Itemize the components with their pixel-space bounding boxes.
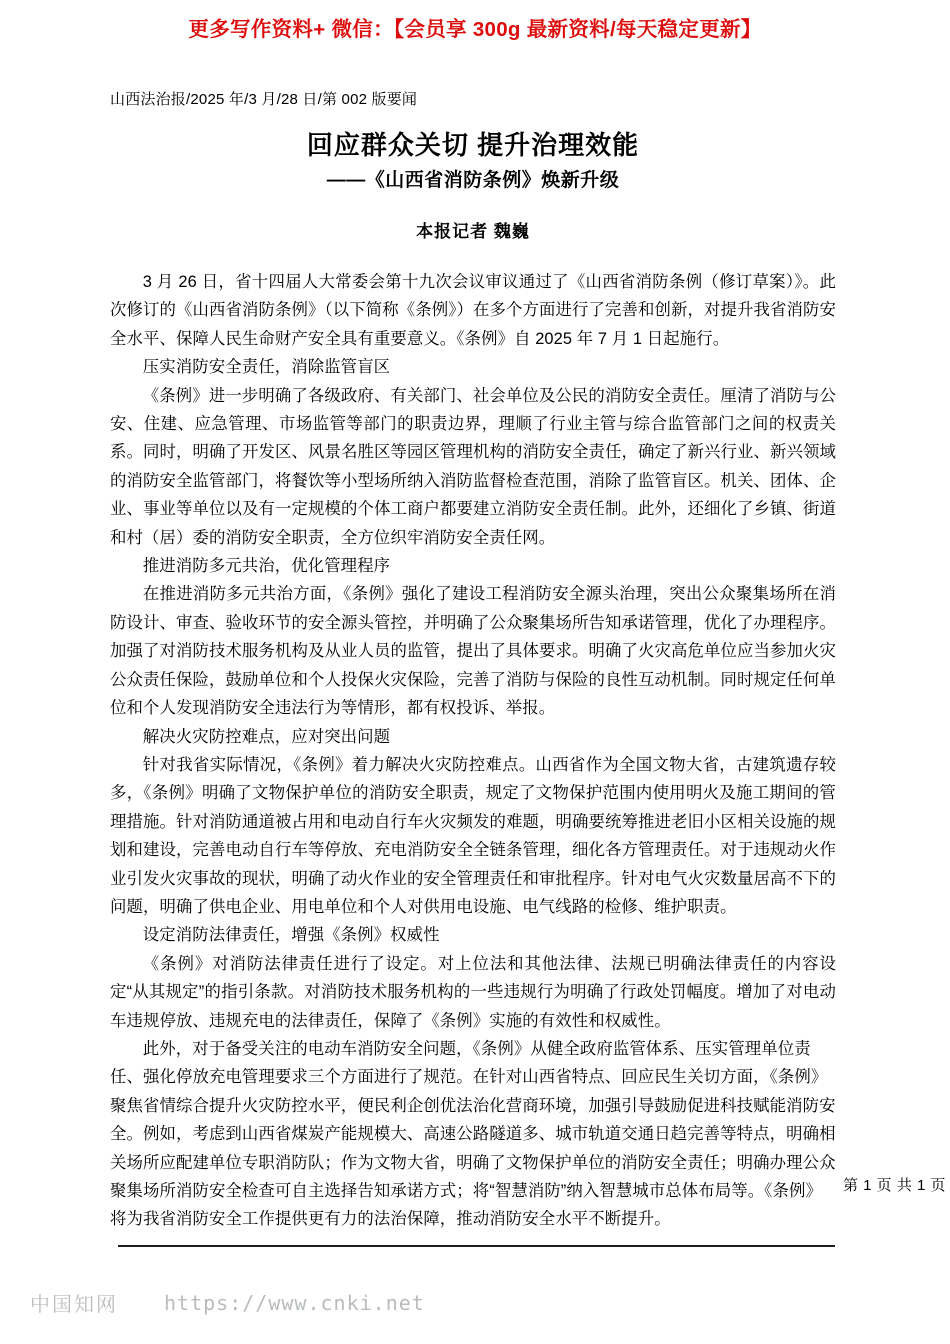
article-paragraph: 《条例》进一步明确了各级政府、有关部门、社会单位及公民的消防安全责任。厘清了消防与公安、住建、应急管理、市场监管等部门的职责边界，理顺了行业主管与综合监管部门之间的权责关系。同时，明确了开发区、风景名胜区等园区管理机构的消防安全责任，确定了新兴行业、新兴领域的消防安全监管部门，将餐饮等小型场所纳入消防监督检查范围，消除了监管盲区。机关、团体、企业、事业等单位以及有一定规模的个体工商户都要建立消防安全责任制。此外，还细化了乡镇、街道和村（居）委的消防安全职责，全方位织牢消防安全责任网。 — [110, 386, 836, 547]
article-paragraph: 此外，对于备受关注的电动车消防安全问题，《条例》从健全政府监管体系、压实管理单位责任、强化停放充电管理要求三个方面进行了规范。在针对山西省特点、回应民生关切方面，《条例》聚焦省情综合提升火灾防控水平，便民利企创优法治化营商环境，加强引导鼓励促进科技赋能消防安全。例如，考虑到山西省煤炭产能规模大、高速公路隧道多、城市轨道交通日趋完善等特点，明确相关场所应配建单位专职消防队；作为文物大省，明确了文物保护单位的消防安全责任；明确办理公众聚集场所消防安全检查可自主选择告知承诺方式；将“智慧消防”纳入智慧城市总体布局等。《条例》将为我省消防安全工作提供更有力的法治保障，推动消防安全水平不断提升。 — [110, 1039, 836, 1229]
article-paragraph: 《条例》对消防法律责任进行了设定。对上位法和其他法律、法规已明确法律责任的内容设定“从其规定”的指引条款。对消防技术服务机构的一些违规行为明确了行政处罚幅度。增加了对电动车违规停放、违规充电的法律责任，保障了《条例》实施的有效性和权威性。 — [110, 954, 836, 1030]
article-subheadline: ——《山西省消防条例》焕新升级 — [326, 170, 620, 191]
article-paragraph: 针对我省实际情况，《条例》着力解决火灾防控难点。山西省作为全国文物大省，古建筑遗存较多，《条例》明确了文物保护单位的消防安全职责，规定了文物保护范围内使用明火及施工期间的管理措施。针对消防通道被占用和电动自行车火灾频发的难题，明确要统筹推进老旧小区相关设施的规划和建设，完善电动自行车等停放、充电消防安全全链条管理，细化各方管理责任。对于违规动火作业引发火灾事故的现状，明确了动火作业的安全管理责任和审批程序。针对电气火灾数量居高不下的问题，明确了供电企业、用电单位和个人对供用电设施、电气线路的检修、维护职责。 — [110, 755, 836, 916]
promo-banner: 更多写作资料+ 微信：【会员享 300g 最新资料/每天稳定更新】 — [188, 18, 762, 41]
source-citation-line: 山西法治报/2025 年/3 月/28 日/第 002 版要闻 — [110, 91, 418, 108]
cnki-watermark — [30, 1288, 425, 1317]
article-body — [110, 268, 836, 1234]
article-paragraph: 3 月 26 日，省十四届人大常委会第十九次会议审议通过了《山西省消防条例（修订草案）》。此次修订的《山西省消防条例》（以下简称《条例》）在多个方面进行了完善和创新，对提升我省消防安全水平、保障人民生命财产安全具有重要意义。《条例》自 2025 年 7 月 1 日起施行。 — [110, 273, 836, 348]
footer-divider — [118, 1245, 835, 1247]
article-byline: 本报记者 魏巍 — [416, 222, 530, 241]
article-subheading: 解决火灾防控难点，应对突出问题 — [142, 727, 391, 746]
article-subheading: 压实消防安全责任，消除监管盲区 — [142, 358, 391, 377]
article-subheading: 设定消防法律责任，增强《条例》权威性 — [142, 926, 440, 945]
article-subheading: 推进消防多元共治，优化管理程序 — [142, 557, 391, 576]
article-headline: 回应群众关切 提升治理效能 — [306, 130, 640, 160]
document-page — [110, 88, 946, 1234]
article-paragraph: 在推进消防多元共治方面，《条例》强化了建设工程消防安全源头治理，突出公众聚集场所在消防设计、审查、验收环节的安全源头管控，并明确了公众聚集场所告知承诺管理，优化了办理程序。加强了对消防技术服务机构及从业人员的监管，提出了具体要求。明确了火灾高危单位应当参加火灾公众责任保险，鼓励单位和个人投保火灾保险，完善了消防与保险的良性互动机制。同时规定任何单位和个人发现消防安全违法行为等情形，都有权投诉、举报。 — [110, 585, 836, 718]
page-number-footer: 第 1 页 共 1 页 — [842, 1177, 946, 1194]
cnki-watermark-url: https://www.cnki.net — [164, 1290, 425, 1315]
cnki-watermark-name: 中国知网 — [30, 1292, 118, 1316]
